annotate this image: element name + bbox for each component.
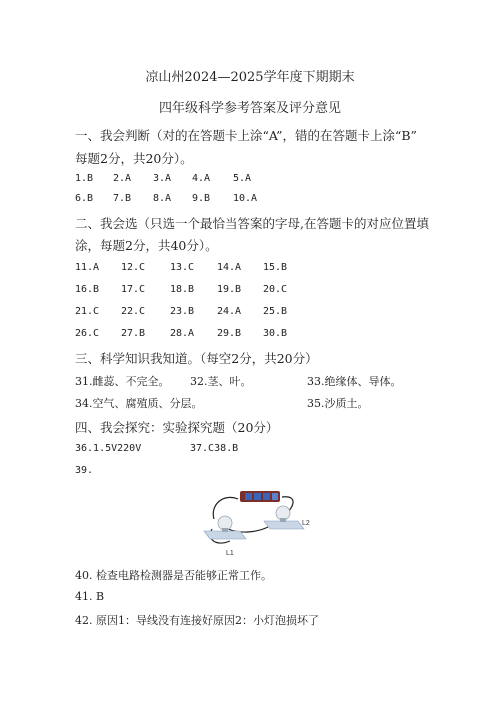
section1-heading-line1: 一、我会判断（对的在答题卡上涂“A”，错的在答题卡上涂“B” <box>75 128 417 143</box>
answer-item: 18.B <box>170 284 195 295</box>
answer-item: 24.A <box>217 306 242 317</box>
bulb-l2 <box>276 506 290 520</box>
answer-item: 22.C <box>121 306 146 317</box>
answer-item: 12.C <box>121 262 146 273</box>
answer-item: 28.A <box>170 328 195 339</box>
battery <box>272 493 278 500</box>
answer-42: 42. 原因1：导线没有连接好原因2：小灯泡损坏了 <box>75 614 319 627</box>
fill-answer: 34.空气、腐殖质、分层。 <box>75 397 203 410</box>
answer-39: 39. <box>75 465 94 476</box>
answer-item: 4.A <box>192 173 211 184</box>
answer-item: 30.B <box>263 328 288 339</box>
section3-heading: 三、科学知识我知道。（每空2分，共20分） <box>75 351 318 366</box>
bulb-l1 <box>218 516 232 530</box>
answer-item: 27.B <box>121 328 146 339</box>
bulb-base-l2 <box>264 521 304 529</box>
answer-item: 14.A <box>217 262 242 273</box>
section1-heading-line2: 每题2分，共20分）。 <box>75 151 193 166</box>
fill-answer: 32.茎、叶。 <box>190 375 252 388</box>
label-l2: L2 <box>302 520 310 527</box>
answer-item: 21.C <box>75 306 100 317</box>
fill-answer: 31.雌蕊、不完全。 <box>75 375 170 388</box>
section2-heading-line1: 二、我会选（只选一个最恰当答案的字母,在答题卡的对应位置填 <box>75 216 429 231</box>
answer-36: 36.1.5V220V <box>75 443 142 454</box>
answer-37-38: 37.C38.B <box>190 443 239 454</box>
answer-item: 20.C <box>263 284 288 295</box>
answer-item: 23.B <box>170 306 195 317</box>
section4-heading: 四、我会探究：实验探究题（20分） <box>75 420 279 435</box>
section2-heading-line2: 涂，每题2分，共40分）。 <box>75 238 218 253</box>
answer-item: 26.C <box>75 328 100 339</box>
label-l1: L1 <box>226 550 234 557</box>
fill-answer: 35.沙质土。 <box>307 397 369 410</box>
battery <box>254 493 261 500</box>
answer-item: 29.B <box>217 328 242 339</box>
bulb-base-l1 <box>204 531 246 539</box>
answer-item: 8.A <box>153 193 172 204</box>
answer-item: 25.B <box>263 306 288 317</box>
answer-item: 5.A <box>233 173 252 184</box>
answer-item: 2.A <box>113 173 132 184</box>
battery <box>245 493 252 500</box>
circuit-diagram <box>198 485 318 560</box>
battery <box>263 493 270 500</box>
answer-item: 16.B <box>75 284 100 295</box>
answer-41: 41. B <box>75 590 105 603</box>
answer-item: 11.A <box>75 262 100 273</box>
document-title: 凉山州2024—2025学年度下期期末 <box>145 70 355 85</box>
answer-item: 9.B <box>192 193 211 204</box>
answer-item: 3.A <box>153 173 172 184</box>
answer-40: 40. 检查电路检测器是否能够正常工作。 <box>75 569 272 582</box>
answer-item: 6.B <box>75 193 94 204</box>
answer-item: 17.C <box>121 284 146 295</box>
answer-item: 1.B <box>75 173 94 184</box>
answer-item: 15.B <box>263 262 288 273</box>
document-subtitle: 四年级科学参考答案及评分意见 <box>158 101 341 116</box>
answer-item: 7.B <box>113 193 132 204</box>
answer-item: 10.A <box>233 193 258 204</box>
answer-item: 13.C <box>170 262 195 273</box>
fill-answer: 33.绝缘体、导体。 <box>307 375 402 388</box>
answer-item: 19.B <box>217 284 242 295</box>
